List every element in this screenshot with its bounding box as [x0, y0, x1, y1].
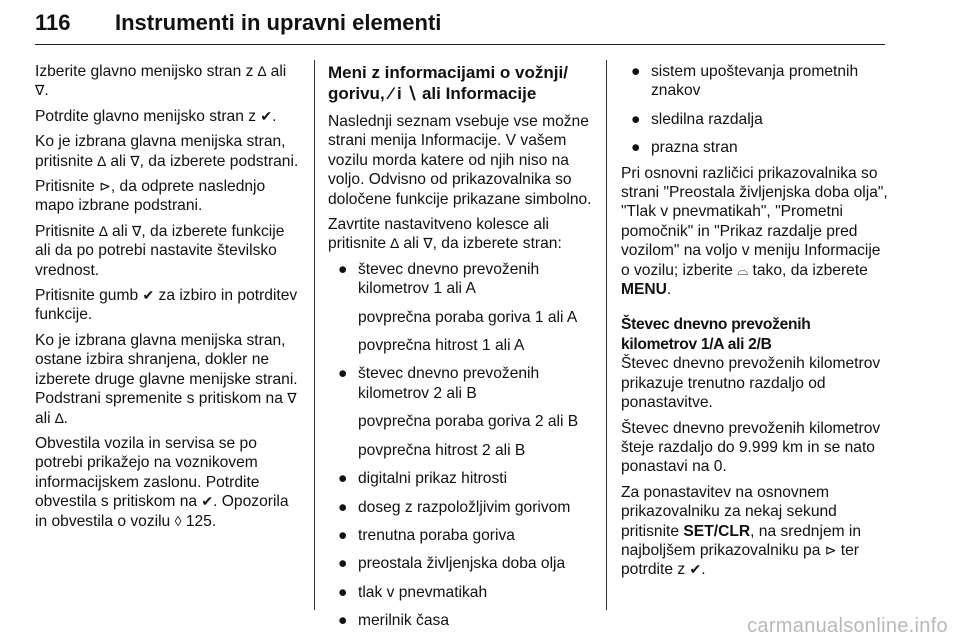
up-icon: ∆ [54, 409, 64, 426]
paragraph: Izberite glavno menijsko stran z ∆ ali ∇. [35, 63, 287, 100]
bullet-icon: ● [338, 470, 348, 488]
paragraph: Za ponastavitev na osnovnem prikazovalniku za nekaj sekund pritisnite SET/CLR, na srednjem in najboljšem prikazovalniku pa ⊳ ter potrdite z ✔. [621, 483, 862, 579]
list-item: ● trenutna poraba goriva [338, 526, 515, 544]
subheading: Števec dnevno prevoženih kilometrov 1/A ali 2/B [621, 316, 811, 353]
check-icon: ✔ [689, 561, 702, 578]
list-subitem: povprečna hitrost 2 ali B [358, 441, 526, 459]
paragraph: Ko je izbrana glavna menijska stran, pritisnite ∆ ali ∇, da izberete podstrani. [35, 133, 299, 170]
bullet-icon: ● [338, 526, 348, 544]
check-icon: ✔ [142, 287, 155, 304]
paragraph: Zavrtite nastavitveno kolesce ali pritisnite ∆ ali ∇, da izberete stran: [328, 216, 562, 253]
down-icon: ∇ [130, 152, 140, 169]
watermark-logo: carmanualsonline.info [747, 615, 948, 637]
page-header [35, 6, 885, 46]
down-icon: ∇ [423, 235, 433, 252]
check-icon: ✔ [201, 493, 214, 510]
list-item: ● tlak v pnevmatikah [338, 583, 488, 601]
bullet-icon: ● [338, 365, 348, 383]
list-item: ● sistem upoštevanja prometnih znakov [631, 63, 859, 100]
paragraph: Obvestila vozila in servisa se po potrebi prikažejo na voznikovem informacijskem zaslonu. Potrdite obvestila s pritiskom na ✔. Opozorila in obvestila o vozilu ◊ 125. [35, 434, 289, 530]
up-icon: ∆ [257, 63, 267, 79]
list-item: ● prazna stran [631, 139, 738, 157]
next-icon: ⊳ [824, 541, 837, 558]
down-icon: ∇ [35, 82, 45, 99]
trip-info-icon: ⁄ i ∖ [389, 84, 418, 103]
list-item: ● števec dnevno prevoženih kilometrov 2 ali B [338, 365, 540, 402]
reference-icon[interactable]: ◊ [174, 512, 182, 529]
bullet-icon: ● [338, 612, 348, 630]
column-divider [606, 60, 607, 610]
up-icon: ∆ [390, 235, 399, 252]
header-rule [35, 44, 885, 45]
paragraph: Ko je izbrana glavna menijska stran, ostane izbira shranjena, dokler ne izberete druge glavne menijske strani. Podstrani spremenite s pritiskom na ∇ ali ∆. [35, 331, 298, 427]
up-icon: ∆ [97, 152, 106, 169]
list-item: ● merilnik časa [338, 612, 449, 630]
bullet-icon: ● [631, 110, 641, 128]
paragraph: Pri osnovni različici prikazovalnika so strani "Preostala življenjska doba olja", "Tlak v pnevmatikah", "Prometni pomočnik" in "Prikaz razdalje pred vozilom" na voljo v meniju Informacije o vozilu; izberite ⌓ tako, da izberete MENU. [621, 164, 888, 299]
bullet-icon: ● [631, 63, 641, 80]
paragraph: Števec dnevno prevoženih kilometrov šteje razdaljo do 9.999 km in se nato ponastavi na 0. [621, 419, 881, 476]
next-icon: ⊳ [99, 178, 111, 195]
page-title: Instrumenti in upravni elementi [115, 10, 442, 35]
list-item: ● doseg z razpoložljivim gorivom [338, 498, 571, 516]
paragraph: Števec dnevno prevoženih kilometrov prikazuje trenutno razdaljo od ponastavitve. [621, 355, 881, 412]
list-subitem: povprečna poraba goriva 1 ali A [358, 308, 578, 326]
bullet-icon: ● [338, 498, 348, 516]
paragraph: Naslednji seznam vsebuje vse možne strani menija Informacije. V vašem vozilu morda katere od njih niso na voljo. Odvisno od prikazovalnika so določene funkcije prikazane simbolno. [328, 113, 592, 208]
check-icon: ✔ [260, 107, 273, 124]
column-2 [328, 62, 596, 640]
list-subitem: povprečna poraba goriva 2 ali B [358, 413, 579, 431]
column-1 [35, 62, 303, 537]
down-icon: ∇ [287, 390, 297, 407]
up-icon: ∆ [99, 222, 108, 239]
list-item: ● digitalni prikaz hitrosti [338, 470, 508, 488]
list-item: ● sledilna razdalja [631, 110, 763, 128]
bullet-icon: ● [338, 260, 348, 278]
paragraph: Pritisnite gumb ✔ za izbiro in potrditev funkcije. [35, 287, 298, 324]
list-item: ● števec dnevno prevoženih kilometrov 1 ali A [338, 260, 540, 298]
page-number: 116 [35, 10, 71, 35]
paragraph: Pritisnite ⊳, da odprete naslednjo mapo izbrane podstrani. [35, 178, 266, 215]
list-item: ● preostala življenjska doba olja [338, 555, 566, 573]
down-icon: ∇ [132, 222, 142, 239]
section-heading: Meni z informacijami o vožnji/ gorivu, ⁄ i ∖ ali Informacije [328, 63, 568, 103]
bullet-icon: ● [631, 139, 641, 157]
column-3 [621, 62, 889, 586]
column-divider [314, 60, 315, 610]
paragraph: Pritisnite ∆ ali ∇, da izberete funkcije ali da po potrebi nastavite številsko vrednost. [35, 222, 285, 279]
bullet-icon: ● [338, 583, 348, 601]
paragraph: Potrdite glavno menijsko stran z ✔. [35, 107, 277, 125]
list-subitem: povprečna hitrost 1 ali A [358, 337, 525, 355]
bullet-icon: ● [338, 555, 348, 573]
car-icon: ⌓ [737, 261, 749, 278]
